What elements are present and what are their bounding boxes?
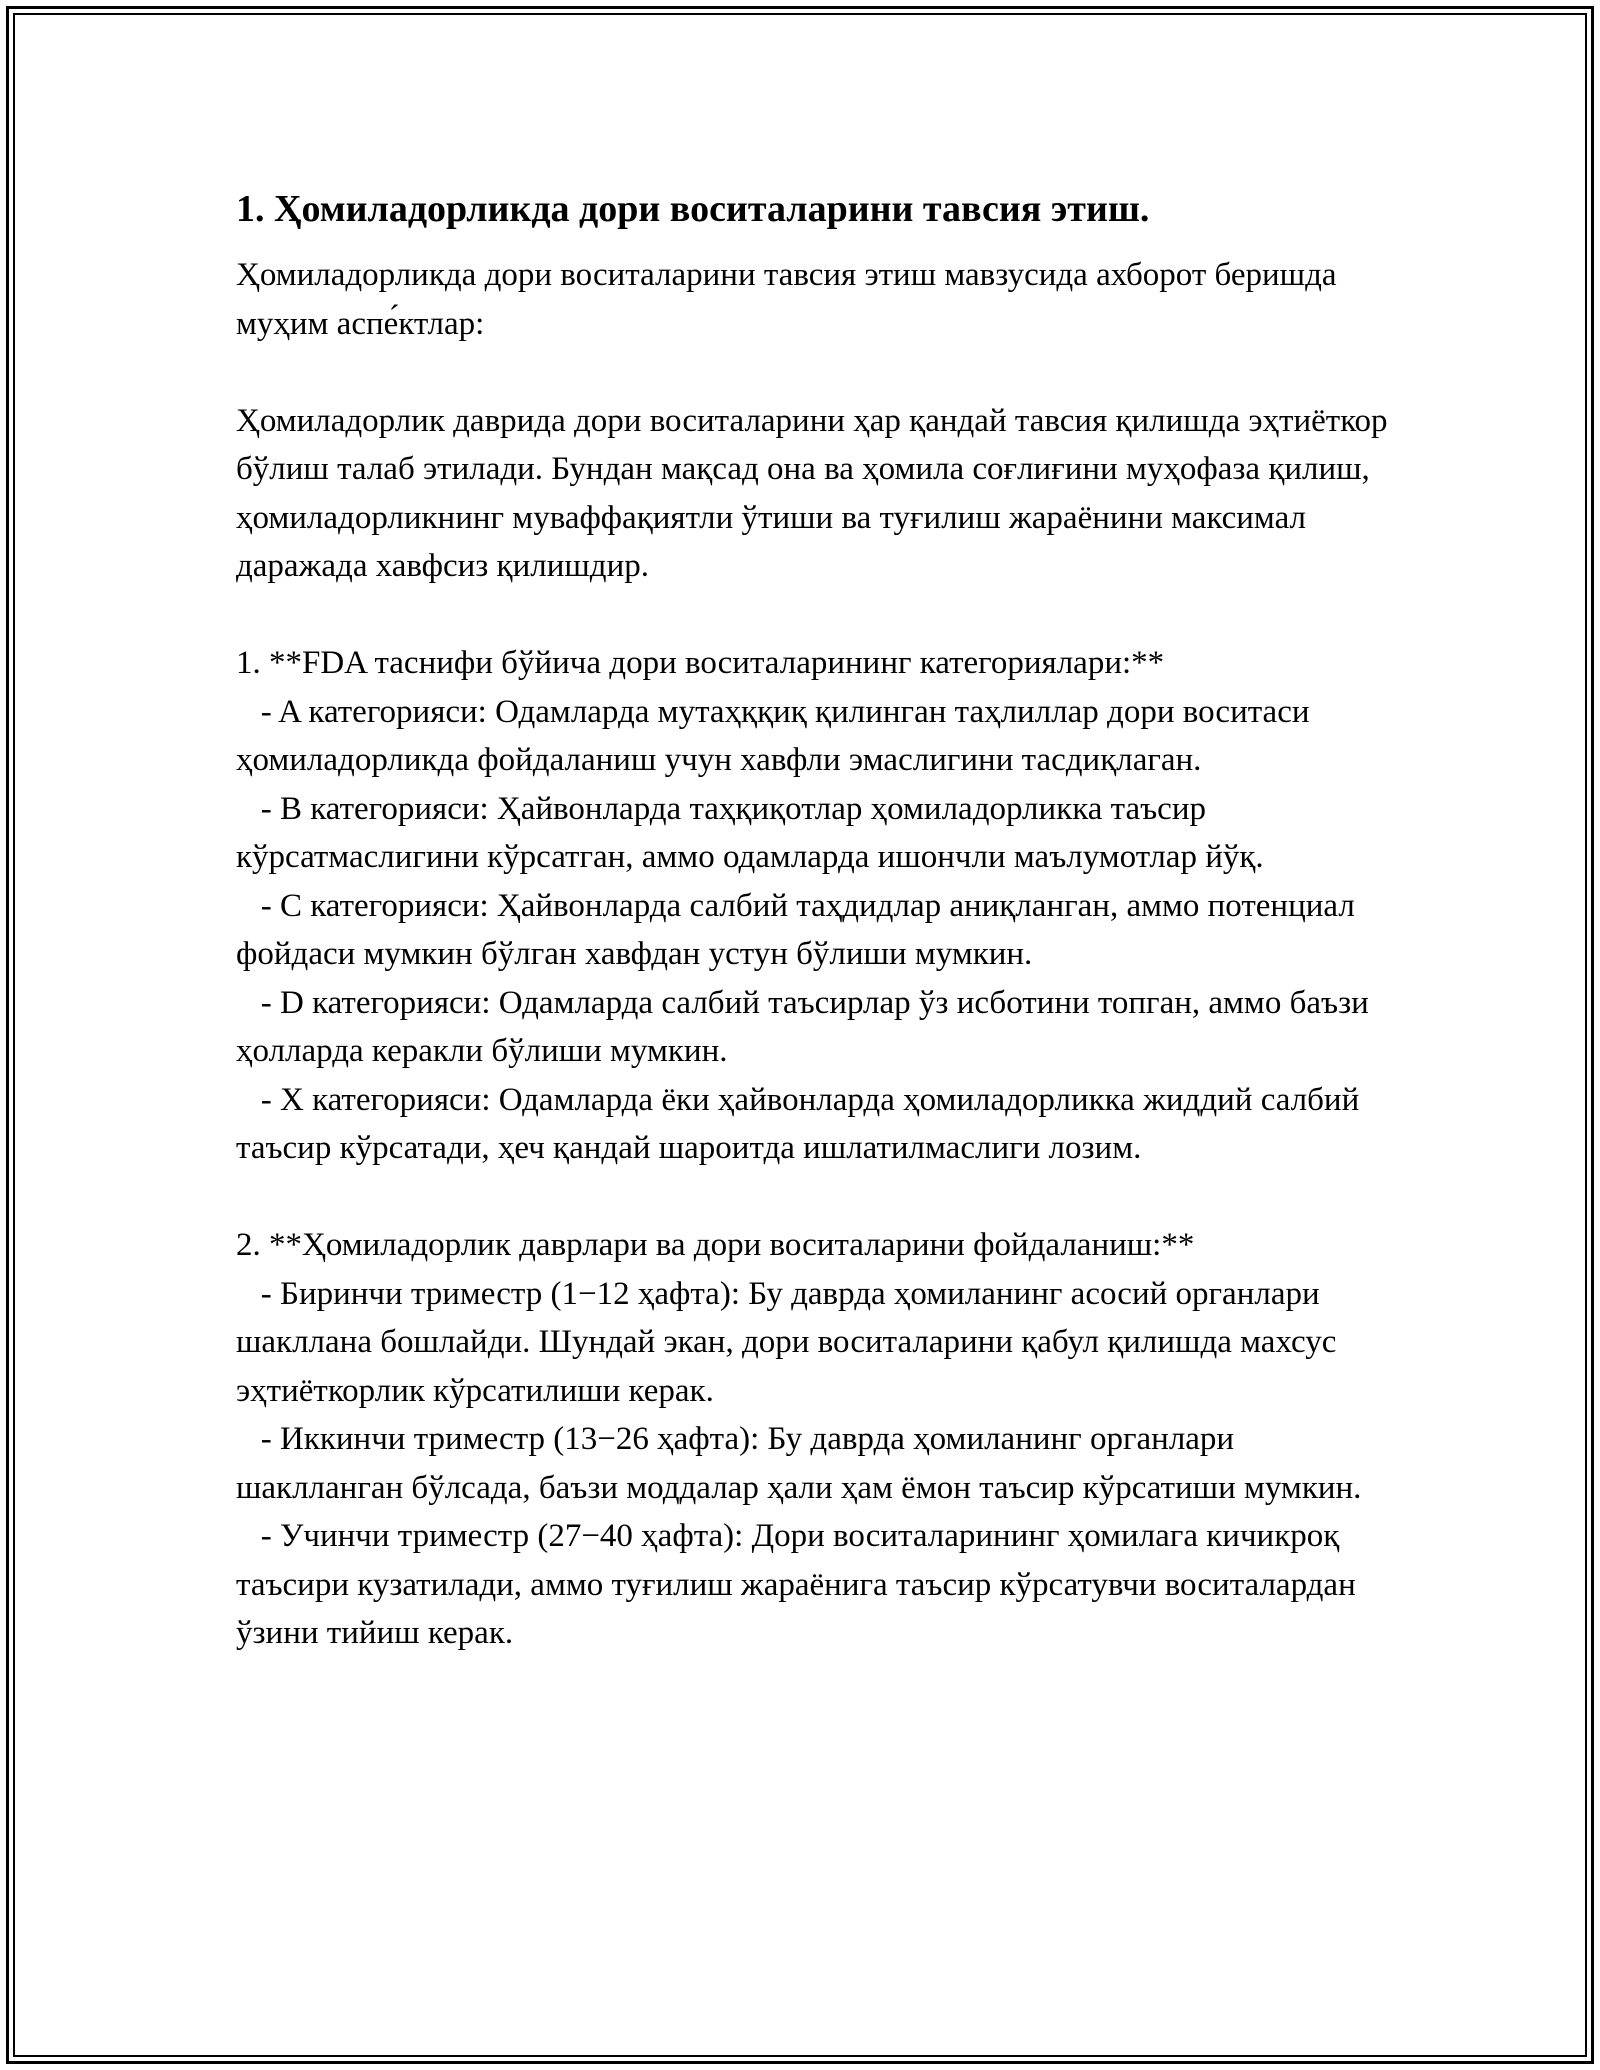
spacer: [236, 1173, 1396, 1222]
document-body: [236, 185, 1396, 1658]
list-item: - B категорияси: Ҳайвонларда таҳқиқотлар ҳомиладорликка таъсир кўрсатмаслигини кўрсатган, аммо одамларда ишончли маълумотлар йўқ.: [236, 790, 1264, 875]
section-2-title: 2. **Ҳомиладорлик даврлари ва дори воситаларини фойдаланиш:**: [236, 1227, 1195, 1263]
list-item: - A категорияси: Одамларда мутаҳққиқ қилинган таҳлиллар дори воситаси ҳомиладорликда фойдаланиш учун хавфли эмаслигини тасдиқлаган.: [236, 693, 1318, 778]
document-heading: 1. Ҳомиладорликда дори воситаларини тавсия этиш.: [236, 188, 1150, 230]
intro-paragraph: Ҳомиладорликда дори воситаларини тавсия этиш мавзусида ахборот беришда муҳим аспе́ктлар:: [236, 257, 1345, 342]
list-item: - Биринчи триместр (1−12 ҳафта): Бу даврда ҳомиланинг асосий органлари шакллана бошлайди. Шундай экан, дори воситаларини қабул қилишда махсус эҳтиёткорлик кўрсатилиши керак.: [236, 1275, 1345, 1409]
spacer: [236, 591, 1396, 640]
list-item: - D категорияси: Одамларда салбий таъсирлар ўз исботини топган, аммо баъзи ҳолларда керакли бўлиши мумкин.: [236, 984, 1378, 1069]
main-paragraph: Ҳомиладорлик даврида дори воситаларини ҳар қандай тавсия қилишда эҳтиёткор бўлиш талаб этилади. Бундан мақсад она ва ҳомила соғлиғини муҳофаза қилиш, ҳомиладорликнинг муваффақиятли ўтиши ва туғилиш жараёнини максимал даражада хавфсиз қилишдир.: [236, 402, 1396, 584]
list-item: - X категорияси: Одамларда ёки ҳайвонларда ҳомиладорликка жиддий салбий таъсир кўрсатади, ҳеч қандай шароитда ишлатилмаслиги лозим.: [236, 1081, 1368, 1166]
section-1-title: 1. **FDA таснифи бўйича дори воситаларининг категориялари:**: [236, 645, 1165, 681]
list-item: - Иккинчи триместр (13−26 ҳафта): Бу даврда ҳомиланинг органлари шаклланган бўлсада, баъзи моддалар ҳали ҳам ёмон таъсир кўрсатиши мумкин.: [236, 1421, 1362, 1506]
spacer: [236, 348, 1396, 397]
list-item: - C категорияси: Ҳайвонларда салбий таҳдидлар аниқланган, аммо потенциал фойдаси мумкин бўлган хавфдан устун бўлиши мумкин.: [236, 887, 1364, 972]
list-item: - Учинчи триместр (27−40 ҳафта): Дори воситаларининг ҳомилага кичикроқ таъсири кузатилади, аммо туғилиш жараёнига таъсир кўрсатувчи воситалардан ўзини тийиш керак.: [236, 1518, 1364, 1651]
